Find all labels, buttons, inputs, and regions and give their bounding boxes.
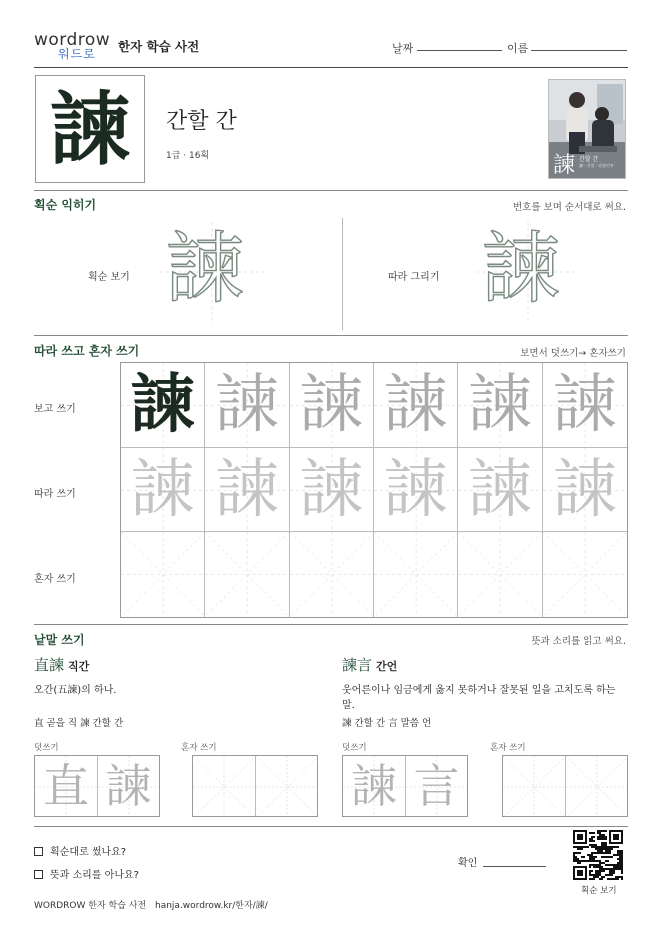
divider [34, 826, 628, 827]
word-heading-2 [342, 654, 397, 675]
practice-cell[interactable] [205, 532, 289, 617]
practice-cell[interactable] [290, 532, 374, 617]
stroke-divider [342, 218, 343, 330]
confirm-signature-field[interactable] [483, 866, 546, 867]
stroke-trace-area[interactable] [476, 222, 580, 322]
footer-url[interactable]: hanja.wordrow.kr/한자/諫/ [155, 901, 268, 911]
words-section-note: 뜻과 소리를 읽고 써요. [531, 636, 626, 647]
confirm-label: 확인 [458, 858, 478, 869]
practice-cell[interactable] [290, 448, 374, 533]
trace-character: 言 [413, 759, 460, 813]
practice-cell[interactable] [374, 363, 458, 448]
stroke-section-title: 획순 익히기 [34, 198, 97, 212]
practice-cell[interactable] [543, 532, 627, 617]
practice-cell[interactable] [205, 448, 289, 533]
practice-cell[interactable] [205, 363, 289, 448]
practice-grid[interactable] [120, 362, 628, 618]
word-parts-1: 直 곧을 직 諫 간할 간 [34, 718, 124, 729]
practice-character: 諫 [467, 368, 532, 442]
trace-cell[interactable] [405, 756, 467, 816]
footer-brand: WORDROW 한자 학습 사전 [34, 901, 147, 911]
practice-character: 諫 [467, 452, 532, 527]
check-meaning-sound[interactable] [34, 866, 139, 881]
grade-strokes: 1급 · 16획 [166, 151, 210, 161]
self-cell[interactable] [503, 756, 565, 816]
trace-character: 直 [43, 759, 89, 813]
practice-character: 諫 [383, 452, 448, 527]
check-label: 획순대로 썼나요? [50, 847, 127, 858]
stroke-order-character: 諫 [166, 224, 245, 314]
trace-cell[interactable] [35, 756, 97, 816]
checkbox[interactable] [34, 870, 43, 879]
date-label: 날짜 [392, 42, 414, 55]
meaning-sound: 간할 간 [166, 109, 237, 134]
trace-character: 諫 [351, 759, 397, 813]
checkbox[interactable] [34, 847, 43, 856]
stroke-trace-character: 諫 [482, 224, 561, 314]
self-label-1: 혼자 쓰기 [181, 743, 217, 753]
practice-cell[interactable] [543, 448, 627, 533]
main-character-box [35, 75, 145, 183]
practice-cell[interactable] [458, 448, 542, 533]
practice-section-title: 따라 쓰고 혼자 쓰기 [34, 344, 140, 358]
practice-cell[interactable] [458, 532, 542, 617]
stroke-section-note: 번호를 보며 순서대로 써요. [512, 202, 626, 213]
word-hanja: 諫言 [342, 656, 373, 674]
logo-wordmark: wordrow [34, 30, 111, 50]
practice-character: 諫 [299, 368, 364, 442]
divider [34, 335, 628, 336]
row-label-view: 보고 쓰기 [34, 404, 76, 415]
word-trace-box-1[interactable] [34, 755, 160, 817]
logo-korean: 워드로 [58, 47, 96, 61]
words-section-title: 낱말 쓰기 [34, 633, 85, 647]
check-label: 뜻과 소리를 아나요? [50, 870, 139, 881]
row-label-self: 혼자 쓰기 [34, 574, 76, 585]
check-stroke-order[interactable] [34, 843, 126, 858]
trace-cell[interactable] [343, 756, 405, 816]
name-label: 이름 [507, 42, 529, 55]
stroke-trace-label: 따라 그리기 [388, 272, 440, 283]
self-label-2: 혼자 쓰기 [490, 743, 526, 753]
word-self-box-1[interactable] [192, 755, 318, 817]
divider [34, 624, 628, 625]
cover-illustration [548, 79, 626, 179]
date-field[interactable] [417, 50, 502, 51]
word-trace-box-2[interactable] [342, 755, 468, 817]
trace-character: 諫 [105, 759, 152, 813]
trace-label-2: 덧쓰기 [342, 743, 367, 753]
practice-cell[interactable] [290, 363, 374, 448]
word-definition-2: 웃어른이나 임금에게 옳지 못하거나 잘못된 일을 고치도록 하는 말. [342, 685, 616, 711]
stroke-view-label: 획순 보기 [88, 272, 130, 283]
self-cell[interactable] [255, 756, 317, 816]
word-heading-1 [34, 654, 89, 675]
qr-label: 획순 보기 [581, 886, 617, 896]
practice-character: 諫 [130, 452, 195, 527]
practice-character: 諫 [552, 452, 617, 527]
cover-text: 간할 간 [579, 156, 599, 163]
self-cell[interactable] [193, 756, 255, 816]
app-title: 한자 학습 사전 [118, 39, 200, 54]
practice-character: 諫 [552, 368, 617, 442]
practice-character: 諫 [130, 367, 195, 442]
practice-cell[interactable] [121, 448, 205, 533]
name-field[interactable] [531, 50, 627, 51]
word-reading: 직간 [68, 660, 90, 673]
qr-code[interactable] [573, 830, 623, 880]
header-divider [34, 67, 628, 68]
cover-subtext: 諫 · 간할 · 말씀언부 [579, 163, 614, 168]
self-cell[interactable] [565, 756, 627, 816]
practice-cell[interactable] [374, 448, 458, 533]
word-hanja: 直諫 [34, 656, 65, 674]
practice-cell[interactable] [374, 532, 458, 617]
practice-section-note: 보면서 덧쓰기→ 혼자쓰기 [520, 348, 626, 359]
word-parts-2: 諫 간할 간 言 말씀 언 [342, 718, 432, 729]
word-definition-1: 오간(五諫)의 하나. [34, 685, 117, 696]
main-character: 諫 [50, 82, 130, 176]
practice-cell[interactable] [121, 363, 205, 448]
word-self-box-2[interactable] [502, 755, 628, 817]
practice-cell[interactable] [458, 363, 542, 448]
trace-label-1: 덧쓰기 [34, 743, 59, 753]
row-label-trace: 따라 쓰기 [34, 489, 76, 500]
divider [34, 190, 628, 191]
practice-character: 諫 [383, 368, 448, 442]
word-reading: 간언 [376, 660, 398, 673]
trace-cell[interactable] [97, 756, 159, 816]
cover-hanja: 諫 [553, 153, 576, 178]
practice-cell[interactable] [121, 532, 205, 617]
practice-character: 諫 [214, 452, 279, 527]
practice-cell[interactable] [543, 363, 627, 448]
practice-character: 諫 [299, 452, 364, 527]
stroke-order-diagram [160, 222, 264, 322]
practice-character: 諫 [214, 368, 279, 442]
